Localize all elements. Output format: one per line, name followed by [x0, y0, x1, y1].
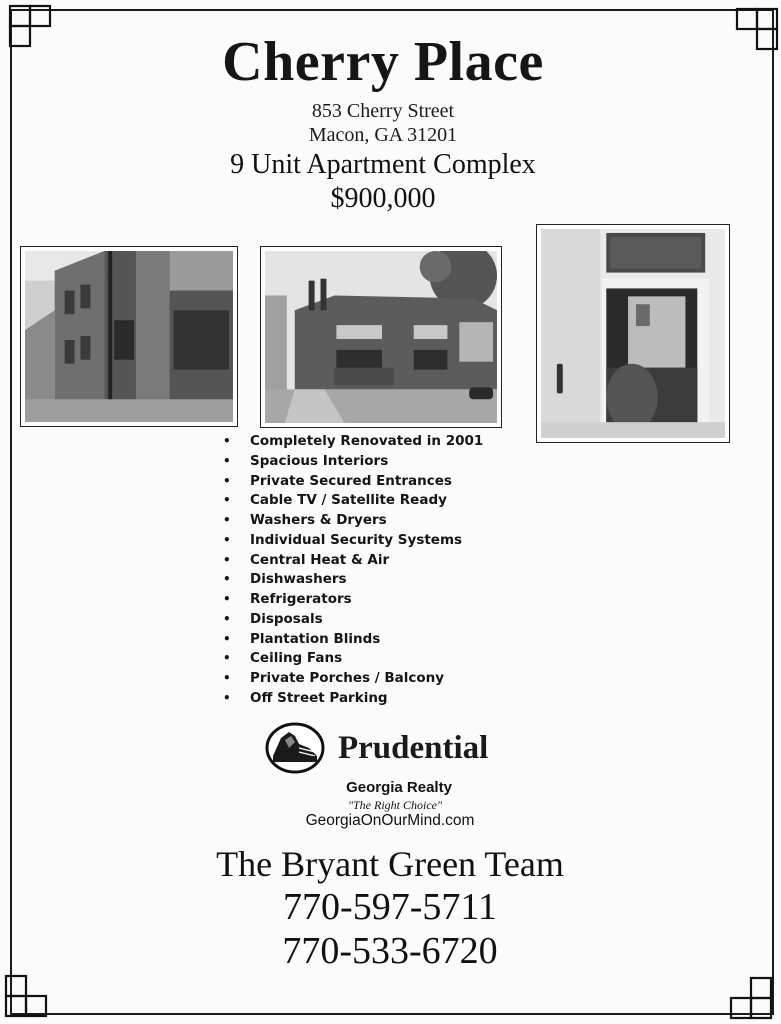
feature-label: Refrigerators — [250, 591, 352, 607]
feature-label: Private Porches / Balcony — [250, 670, 445, 686]
feature-item — [223, 689, 483, 709]
broker-office: Georgia Realty — [346, 779, 452, 796]
bullet-icon: • — [223, 572, 231, 587]
phone-number-2: 770-533-6720 — [282, 930, 498, 972]
photo-interior-doorway — [536, 224, 730, 443]
feature-item — [223, 590, 483, 610]
broker-name: Prudential — [338, 730, 489, 766]
bullet-icon: • — [223, 592, 231, 606]
address-city: Macon, GA 31201 — [308, 124, 458, 146]
photo-building-side — [20, 246, 238, 427]
feature-item — [223, 432, 483, 452]
feature-label: Off Street Parking — [250, 689, 388, 706]
corner-ornament-bottom-right — [727, 974, 773, 1020]
address-street: 853 Cherry Street — [311, 100, 455, 122]
feature-list — [223, 432, 483, 709]
feature-label: Ceiling Fans — [250, 650, 343, 667]
feature-item — [223, 491, 483, 511]
bullet-icon: • — [223, 434, 231, 448]
bullet-icon: • — [223, 631, 231, 646]
feature-label: Individual Security Systems — [250, 531, 463, 548]
bullet-icon: • — [223, 532, 231, 547]
feature-item — [223, 452, 483, 472]
broker-slogan: "The Right Choice" — [347, 798, 443, 812]
feature-item — [223, 630, 483, 650]
feature-label: Central Heat & Air — [250, 551, 390, 568]
feature-label: Completely Renovated in 2001 — [250, 433, 484, 449]
prudential-rock-logo-icon — [265, 722, 325, 774]
bullet-icon: • — [223, 453, 231, 468]
feature-item — [223, 551, 483, 571]
feature-item — [223, 570, 483, 590]
photo-street-view — [260, 246, 502, 428]
bullet-icon: • — [223, 651, 231, 666]
bullet-icon: • — [223, 552, 231, 567]
property-type: 9 Unit Apartment Complex — [230, 149, 536, 180]
feature-item — [223, 649, 483, 669]
feature-label: Private Secured Entrances — [250, 472, 452, 489]
phone-number-1: 770-597-5711 — [283, 886, 497, 928]
feature-label: Cable TV / Satellite Ready — [250, 492, 447, 509]
feature-item — [223, 531, 483, 551]
bullet-icon: • — [223, 611, 231, 626]
agent-team-name: The Bryant Green Team — [216, 844, 564, 884]
bullet-icon: • — [223, 473, 231, 488]
listing-title: Cherry Place — [222, 31, 544, 93]
broker-website: GeorgiaOnOurMind.com — [305, 812, 475, 829]
feature-label: Dishwashers — [250, 571, 347, 588]
feature-label: Plantation Blinds — [250, 630, 381, 647]
feature-item — [223, 511, 483, 531]
feature-label: Disposals — [250, 610, 323, 627]
bullet-icon: • — [223, 690, 231, 705]
bullet-icon: • — [223, 493, 231, 508]
bullet-icon: • — [223, 671, 231, 685]
feature-label: Spacious Interiors — [250, 452, 389, 469]
listing-price: $900,000 — [330, 183, 436, 214]
bullet-icon: • — [223, 513, 231, 527]
corner-ornament-bottom-left — [4, 972, 50, 1018]
feature-label: Washers & Dryers — [250, 512, 387, 528]
feature-item — [223, 610, 483, 630]
feature-item — [223, 669, 483, 689]
feature-item — [223, 472, 483, 492]
